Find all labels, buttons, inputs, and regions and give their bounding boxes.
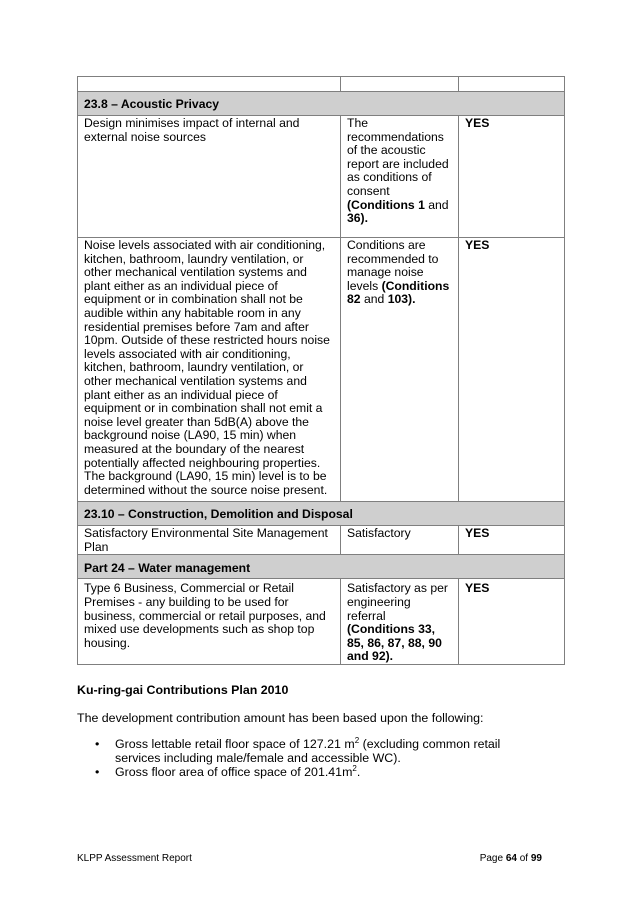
compliance-cell: YES [459, 238, 565, 502]
requirement-cell: Design minimises impact of internal and external noise sources [78, 116, 341, 238]
footer-page-number [480, 852, 542, 866]
comment-cell: Satisfactory [341, 526, 459, 555]
section-heading-water-management: Part 24 – Water management [78, 555, 565, 579]
contributions-heading: Ku-ring-gai Contributions Plan 2010 [77, 683, 289, 697]
condition-ref: 36). [347, 211, 369, 226]
contributions-intro: The development contribution amount has been based upon the following: [77, 711, 484, 725]
table-row [78, 238, 565, 502]
empty-cell [341, 77, 459, 92]
table-row [78, 526, 565, 555]
comment-cell [341, 238, 459, 502]
page-of: of [516, 853, 531, 864]
comment-text: and [363, 292, 385, 307]
bullet-icon: • [95, 765, 100, 780]
superscript: 2 [352, 764, 357, 774]
list-item-text: (excluding common retail services including male/female and accessible WC). [115, 737, 501, 765]
requirement-cell: Type 6 Business, Commercial or Retail Premises - any building to be used for business, commercial or retail purposes, and mixed use developments such as shop top housing. [78, 579, 341, 665]
list-item-text: Gross lettable retail floor space of 127.21 m [115, 737, 355, 751]
requirement-cell: Noise levels associated with air conditioning, kitchen, bathroom, laundry ventilation, or other mechanical ventilation systems and plant either as an individual piece of equipment or in combination shall not be audible within any habitable room in any residential premises before 7am and after 10pm. Outside of these restricted hours noise levels associated with air conditioning, kitchen, bathroom, laundry ventilation, or other mechanical ventilation systems and plant either as an individual piece of equipment or in combination shall not emit a noise level greater than 5dB(A) above the background noise (LA90, 15 min) when measured at the boundary of the nearest potentially affected neighbouring properties. The background (LA90, 15 min) level is to be determined without the source noise present. [78, 238, 341, 502]
bullet-icon: • [95, 737, 100, 751]
compliance-cell: YES [459, 526, 565, 555]
section-heading-acoustic-privacy: 23.8 – Acoustic Privacy [78, 92, 565, 116]
comment-cell [341, 116, 459, 238]
condition-ref: (Conditions 1 [347, 197, 425, 212]
empty-cell [78, 77, 341, 92]
table-row [78, 77, 565, 92]
list-item-text: . [356, 765, 361, 780]
condition-ref: 103). [387, 292, 416, 307]
section-row [78, 502, 565, 526]
table-row [78, 116, 565, 238]
superscript: 2 [354, 735, 360, 745]
requirement-cell: Satisfactory Environmental Site Management Plan [78, 526, 341, 555]
page-prefix: Page [479, 853, 506, 864]
list-item [77, 766, 547, 780]
current-page: 64 [505, 853, 517, 864]
table-row [78, 579, 565, 665]
section-row [78, 92, 565, 116]
total-pages: 99 [530, 853, 542, 864]
assessment-table [77, 76, 565, 665]
contributions-list [77, 735, 547, 781]
compliance-cell: YES [459, 116, 565, 238]
footer-report-title: KLPP Assessment Report [77, 853, 192, 864]
comment-text: and [428, 197, 449, 212]
condition-ref: (Conditions 33, 85, 86, 87, 88, 90 and 92). [347, 622, 442, 664]
empty-cell [459, 77, 565, 92]
comment-cell [341, 579, 459, 665]
comment-text: Conditions are recommended to manage noise levels [347, 238, 439, 293]
compliance-cell: YES [459, 579, 565, 665]
comment-text: The recommendations of the acoustic report are included as conditions of consent [347, 116, 449, 198]
comment-text: Satisfactory as per engineering referral [347, 581, 448, 623]
condition-ref: (Conditions 82 [347, 278, 450, 307]
list-item [77, 735, 547, 765]
section-row [78, 555, 565, 579]
list-item-text: Gross floor area of office space of 201.41m [115, 765, 353, 780]
section-heading-construction: 23.10 – Construction, Demolition and Disposal [78, 502, 565, 526]
